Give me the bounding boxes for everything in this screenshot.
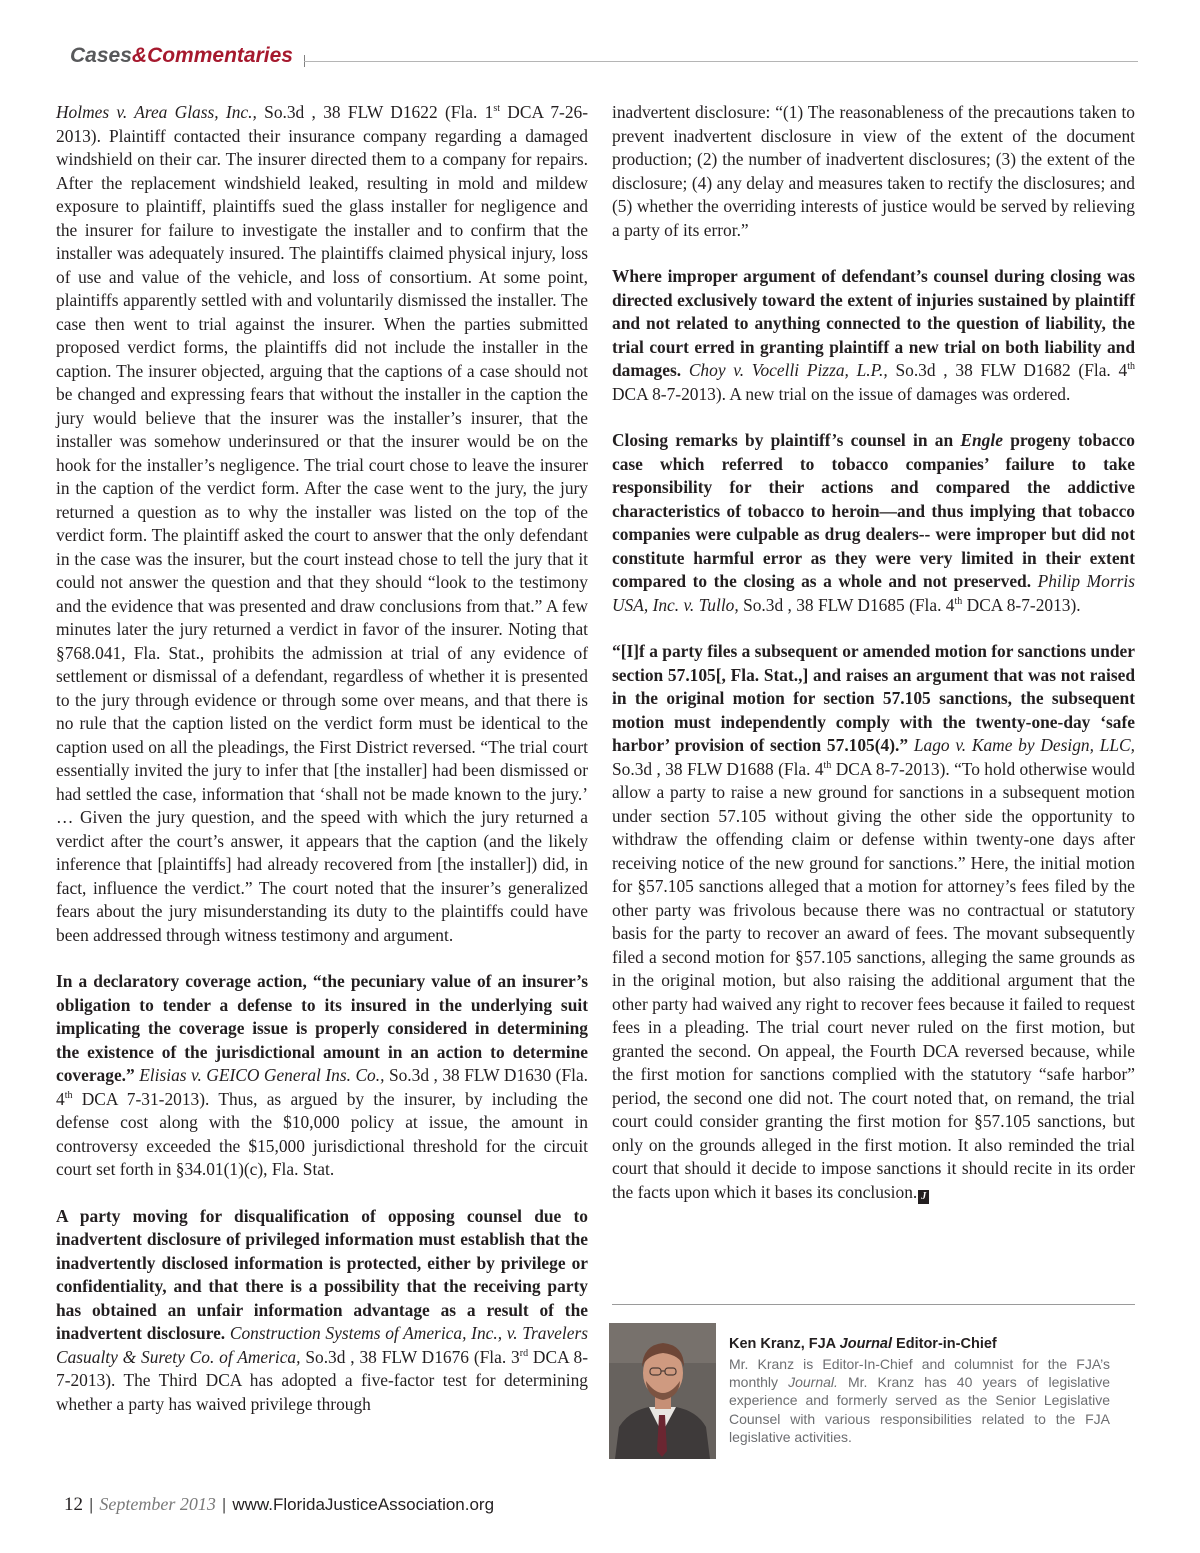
logo-ampersand: & <box>131 44 148 67</box>
case-holmes <box>56 101 588 947</box>
headnote-text: Closing remarks by plaintiff’s counsel in an <box>612 430 961 450</box>
website-link[interactable]: www.FloridaJusticeAssociation.org <box>232 1495 495 1514</box>
header-rule <box>304 61 1138 62</box>
case-citation: Choy v. Vocelli Pizza, L.P., <box>681 360 888 380</box>
ordinal-sup: th <box>954 595 963 607</box>
case-headnote: In a declaratory coverage action, “the pecuniary value of an insurer’s obligation to tender a defense to its insured in the underlying suit implicating the coverage issue is properly considered in determining the existence of the jurisdictional amount in an action to determine coverage.” <box>56 971 588 1085</box>
logo-commentaries: Commentaries <box>147 44 293 67</box>
headnote-text: progeny tobacco case which referred to tobacco companies’ failure to take responsibility for their actions and compared the addictive characteristics of tobacco to heroin—and thus implying that tobacco companies were culpable as drug dealers-- were improper but did not constitute harmful error as they were very limited in their extent compared to the closing as a whole and not preserved. <box>612 430 1135 591</box>
author-portrait-icon <box>609 1323 716 1459</box>
page-footer <box>64 1494 494 1524</box>
case-text: DCA 8-7-2013). <box>962 594 1081 615</box>
case-text: So.3d , 38 FLW D1688 (Fla. 4 <box>612 758 824 779</box>
end-of-article-icon: J <box>918 1190 929 1204</box>
case-headnote: A party moving for disqualification of opposing counsel due to inadvertent disclosure of privileged information must establish that the inadvertently disclosed information is protected, either by privilege or confidentiality, and that there is a possibility that the receiving party has obtained an unfair information advantage as a result of the inadvertent disclosure. <box>56 1205 588 1343</box>
left-column <box>56 101 588 1416</box>
footer-separator: | <box>89 1495 94 1514</box>
case-text: DCA 8-7-2013). The Third DCA has adopted a five-factor test for determining whether a party has waived privilege through <box>56 1346 589 1414</box>
ordinal-sup: th <box>823 759 832 771</box>
case-citation: Holmes v. Area Glass, Inc., <box>56 102 257 122</box>
case-citation: Philip Morris USA, Inc. v. Tullo, <box>612 571 1135 615</box>
journal-title: Journal. <box>788 1374 838 1391</box>
case-text: DCA 8-7-2013). “To hold otherwise would allow a party to raise a new ground for sanctions in a subsequent motion under section 57.105 without giving the other side the opportunity to withdraw the offending claim or defense within twenty-one days after receiving notice of the new ground for sanctions.” Here, the initial motion for §57.105 sanctions alleged that a motion for attorney’s fees filed by the other party was frivolous because there was no contractual or statutory basis for the party to recover an award of fees. The movant subsequently filed a second motion for §57.105 sanctions, alleging the same grounds as in the original motion, but also raising the additional argument that the other party had waived any right to recover fees because it failed to request fees in a pleading. The trial court never ruled on the first motion, but granted the second. On appeal, the Fourth DCA reversed because, while the first motion for sanctions complied with the statutory “safe harbor” period, the second one did not. The court noted that, on remand, the trial court could consider granting the first motion for §57.105 sanctions, but only on the grounds alleged in the first motion. It also reminded the trial court that should it decide to impose sanctions it should recite in its order the facts upon which it bases its conclusion. <box>612 758 1135 1202</box>
author-name <box>729 1336 1135 1352</box>
author-name-text: Ken Kranz, FJA <box>729 1336 840 1352</box>
case-text: So.3d , 38 FLW D1676 (Fla. 3 <box>300 1346 520 1367</box>
ordinal-sup: st <box>493 103 500 115</box>
case-headnote: Where improper argument of defendant’s counsel during closing was directed exclusively toward the extent of injuries sustained by plaintiff and not related to anything connected to the question of liability, the trial court erred in granting plaintiff a new trial on both liability and damages. <box>612 266 1135 380</box>
ordinal-sup: th <box>1127 361 1135 373</box>
case-text: inadvertent disclosure: “(1) The reasonableness of the precautions taken to prevent inadvertent disclosure in view of the extent of the document production; (2) the number of inadvertent disclosures; (3) the extent of the disclosure; (4) any delay and measures taken to rectify the disclosures; and (5) whether the overriding interests of justice would be served by relieving a party of its error.” <box>612 102 1135 240</box>
case-text: DCA 8-7-2013). A new trial on the issue of damages was ordered. <box>612 383 1071 404</box>
right-column <box>612 101 1135 1204</box>
footer-separator: | <box>221 1495 227 1514</box>
case-text: DCA 7-26-2013). Plaintiff contacted their insurance company regarding a damaged windshield on their car. The insurer directed them to a company for repairs. After the replacement windshield leaked, resulting in mold and mildew exposure to plaintiff, plaintiffs sued the glass installer for negligence and the insurer for failure to investigate the installer and to confirm that the installer was adequately insured. The plaintiffs claimed physical injury, loss of use and value of the vehicle, and loss of consortium. At some point, plaintiffs apparently settled with and voluntarily dismissed the installer. The case then went to trial against the insurer. When the parties submitted proposed verdict forms, the plaintiffs did not include the installer in the caption. The insurer objected, arguing that the captions of a case should not be changed and expressing fears that without the installer in the caption the jury would believe that the insurer was the installer’s insurer, that the installer was somehow underinsured or that the insurer would be on the hook for the installer’s negligence. The trial court chose to leave the insurer in the caption of the verdict form. After the case went to the jury, the jury returned a question as to why the installer was listed on the top of the verdict form. The plaintiff asked the court to answer that the only defendant in the case was the insurer, but the court instead chose to tell the jury that it could not answer the question and that they should “look to the testimony and the evidence that was presented and draw conclusions from that.” A few minutes later the jury returned a verdict in favor of the insurer. Noting that §768.041, Fla. Stat., prohibits the admission at trial of any evidence of settlement or dismissal of a defendant, regardless of whether it is presented to the jury through evidence or through some over means, and that there is no rule that the caption listed on the verdict form must be identical to the caption used on all the pleadings, the First District reversed. “The trial court essentially invited the jury to infer that [the installer] had been dismissed or had settled the case, information that ‘shall not be made known to the jury.’ … Given the jury question, and the speed with which the jury returned a verdict after the court’s answer, it appears that the caption (and the likely inference that [plaintiffs] had already recovered from [the installer]) did, in fact, influence the verdict.” The court noted that the insurer’s generalized fears about the jury misunderstanding its duty to the plaintiffs could have been addressed through witness testimony and argument. <box>56 102 589 945</box>
ordinal-sup: th <box>64 1089 73 1101</box>
bio-text: Mr. Kranz is Editor-In-Chief and columnist for the FJA’s monthly <box>729 1356 1110 1391</box>
logo-cases: Cases <box>70 44 132 67</box>
case-elisias <box>56 970 588 1182</box>
case-tullo <box>612 429 1135 617</box>
case-citation: Lago v. Kame by Design, LLC, <box>908 735 1135 755</box>
case-choy <box>612 265 1135 406</box>
case-lago <box>612 640 1135 1204</box>
case-text: So.3d , 38 FLW D1622 (Fla. 1 <box>256 102 494 122</box>
page-number: 12 <box>64 1494 83 1515</box>
case-citation: Construction Systems of America, Inc., v. Travelers Casualty & Surety Co. of America, <box>56 1323 588 1367</box>
ordinal-sup: rd <box>519 1347 529 1359</box>
case-text: So.3d , 38 FLW D1682 (Fla. 4 <box>887 360 1128 380</box>
engle-term: Engle <box>960 430 1003 450</box>
running-header <box>70 40 1138 76</box>
case-headnote: “[I]f a party files a subsequent or amended motion for sanctions under section 57.105[, Fla. Stat.,] and raises an argument that was not raised in the original motion for section 57.105 sanctions, the subsequent motion must independently comply with the twenty-one-day ‘safe harbor’ provision of section 57.105(4).” <box>612 641 1135 755</box>
issue-date: September 2013 <box>99 1494 216 1514</box>
case-headnote <box>612 430 1135 591</box>
author-photo <box>609 1323 716 1459</box>
case-construction-systems <box>56 1205 588 1417</box>
bio-text: Mr. Kranz has 40 years of legislative experience and formerly served as the Senior Legislative Counsel with various responsibilities related to the FJA legislative activities. <box>729 1374 1110 1445</box>
section-logo <box>70 44 293 68</box>
case-text: DCA 7-31-2013). Thus, as argued by the insurer, by including the defense cost along with the $10,000 policy at issue, the amount in controversy exceeded the $15,000 jurisdictional threshold for the circuit court set forth in §34.01(1)(c), Fla. Stat. <box>56 1088 588 1179</box>
case-citation: Elisias v. GEICO General Ins. Co., <box>134 1065 385 1085</box>
journal-title: Journal <box>839 1336 893 1352</box>
bio-divider <box>612 1304 1135 1305</box>
case-text: So.3d , 38 FLW D1685 (Fla. 4 <box>738 594 955 615</box>
case-continuation <box>612 101 1135 242</box>
author-bio <box>729 1355 1110 1446</box>
case-text: So.3d , 38 FLW D1630 (Fla. 4 <box>56 1065 589 1109</box>
author-role-text: Editor-in-Chief <box>892 1336 997 1352</box>
